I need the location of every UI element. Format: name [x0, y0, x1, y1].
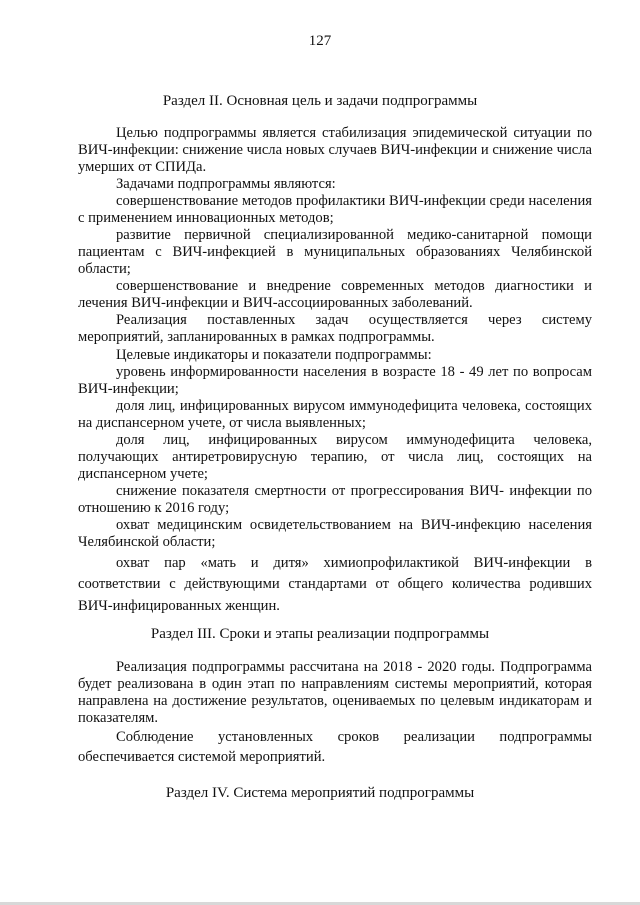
paragraph-indicator-5: охват медицинским освидетельствованием на ВИЧ-инфекцию населения Челябинской области;: [78, 517, 592, 551]
paragraph-tasks-intro: Задачами подпрограммы являются:: [116, 176, 336, 193]
paragraph-task-1: совершенствование методов профилактики ВИЧ-инфекции среди населения с применением инновационных методов;: [78, 193, 592, 227]
page-number: 127: [308, 33, 332, 49]
paragraph-indicators-intro: Целевые индикаторы и показатели подпрограммы:: [116, 346, 432, 363]
paragraph-goal: Целью подпрограммы является стабилизация эпидемической ситуации по ВИЧ-инфекции: снижение числа новых случаев ВИЧ-инфекции и снижение числа умерших от СПИДа.: [78, 125, 592, 175]
section-2-heading: Раздел II. Основная цель и задачи подпрограммы: [162, 93, 478, 109]
paragraph-indicator-2: доля лиц, инфицированных вирусом иммунодефицита человека, состоящих на диспансерном учете, от числа выявленных;: [78, 397, 592, 431]
paragraph-indicator-6: охват пар «мать и дитя» химиопрофилактикой ВИЧ-инфекции в соответствии с действующими стандартами от общего количества родивших ВИЧ-инфицированных женщин.: [78, 554, 592, 614]
section-4-heading: Раздел IV. Система мероприятий подпрограммы: [165, 785, 475, 801]
paragraph-timeline: Реализация подпрограммы рассчитана на 2018 - 2020 годы. Подпрограмма будет реализована в один этап по направлениям системы мероприятий, которая направлена на достижение результатов, оцениваемых по целевым индикаторам и показателям.: [78, 659, 592, 726]
paragraph-indicator-1: уровень информированности населения в возрасте 18 - 49 лет по вопросам ВИЧ-инфекции;: [78, 363, 592, 397]
paragraph-task-2: развитие первичной специализированной медико-санитарной помощи пациентам с ВИЧ-инфекцией в муниципальных образованиях Челябинской области;: [78, 227, 592, 278]
paragraph-task-3: совершенствование и внедрение современных методов диагностики и лечения ВИЧ-инфекции и ВИЧ-ассоциированных заболеваний.: [78, 278, 592, 312]
section-3-body: [78, 659, 592, 767]
section-2-body: [78, 125, 592, 617]
paragraph-indicator-4: снижение показателя смертности от прогрессирования ВИЧ- инфекции по отношению к 2016 году;: [78, 483, 592, 516]
section-3-heading: Раздел III. Сроки и этапы реализации подпрограммы: [150, 626, 490, 642]
paragraph-implementation: Реализация поставленных задач осуществляется через систему мероприятий, запланированных в рамках подпрограммы.: [78, 312, 592, 346]
paragraph-compliance: Соблюдение установленных сроков реализации подпрограммы обеспечивается системой мероприятий.: [78, 728, 592, 765]
paragraph-indicator-3: доля лиц, инфицированных вирусом иммунодефицита человека, получающих антиретровирусную терапию, от числа лиц, состоящих на диспансерном учете;: [78, 431, 592, 482]
